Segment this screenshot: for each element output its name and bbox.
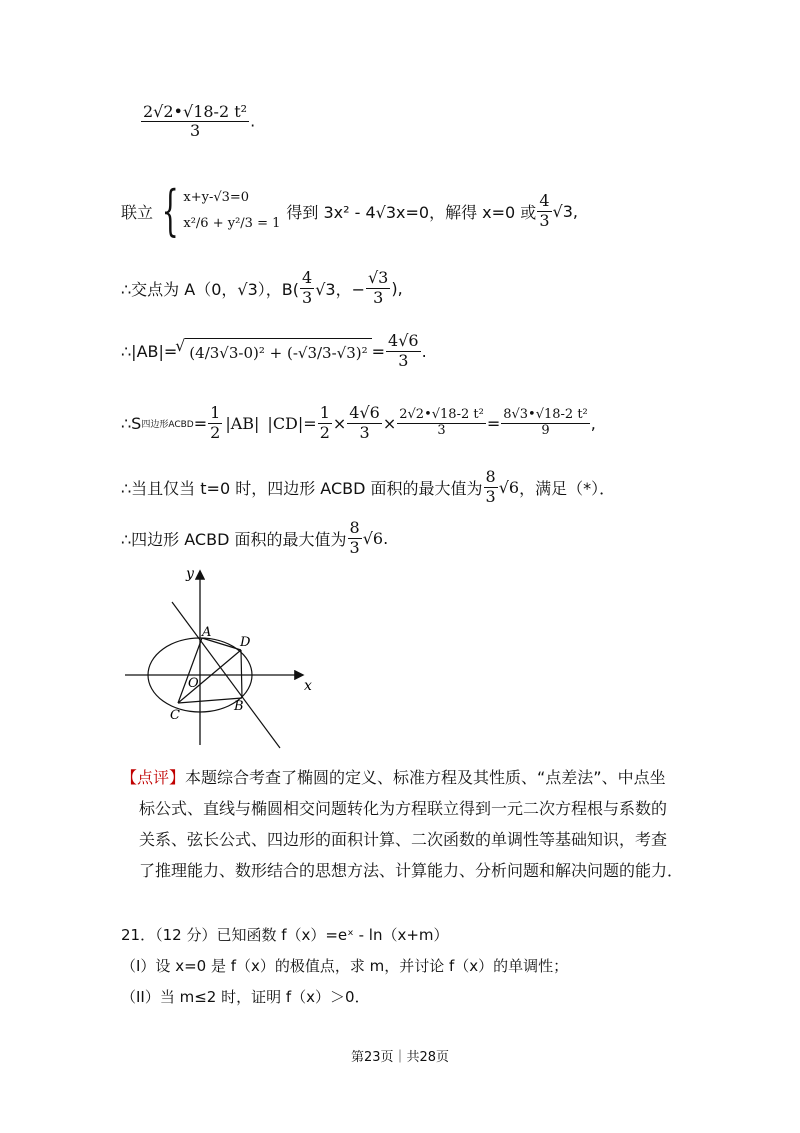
intersection-line [121, 266, 403, 310]
problem-part-2: （II）当 m≤2 时，证明 f（x）＞0． [121, 988, 370, 1006]
review-paragraph [121, 762, 691, 886]
denominator: 3 [539, 210, 550, 230]
page-footer: 第23页｜共28页 [350, 1050, 450, 1065]
fraction-half [318, 404, 332, 442]
denominator: 2 [210, 422, 221, 442]
period: . [250, 111, 256, 131]
ab-start: ∴|AB|= [121, 341, 178, 361]
numerator: √3 [367, 268, 389, 288]
fraction-sqrt3-3 [366, 269, 390, 307]
denominator: 3 [398, 350, 409, 370]
max2-text: ∴四边形 ACBD 面积的最大值为 [121, 529, 347, 549]
fraction-4root6 [347, 404, 382, 442]
max1-text: ∴当且仅当 t=0 时，四边形 ACBD 面积的最大值为 [121, 478, 483, 498]
fraction-4-3 [300, 269, 314, 307]
area-line [121, 398, 596, 448]
fraction-8-3 [348, 519, 362, 557]
label-y: y [186, 566, 194, 582]
denominator: 3 [359, 422, 370, 442]
denominator: 2 [319, 422, 330, 442]
fraction-8-3 [484, 468, 498, 506]
cd-abs: |CD|= [267, 413, 317, 433]
root6: √6 [498, 477, 520, 497]
numerator: 4√6 [388, 331, 419, 351]
label-c: C [170, 708, 180, 723]
area-result [501, 408, 590, 439]
times-sign: × [332, 413, 347, 433]
lianli-label: 联立 [121, 202, 154, 222]
problem-part-1: （I）设 x=0 是 f（x）的极值点，求 m，并讨论 f（x）的单调性； [121, 957, 569, 975]
denominator: 3 [437, 422, 446, 438]
segment-bd [241, 650, 242, 698]
problem-statement: 21．（12 分）已知函数 f（x）=eˣ - ln（x+m） [121, 926, 449, 944]
intersection-mid: √3，− [315, 279, 365, 299]
problem-21 [121, 920, 691, 1013]
ab-equals: = [371, 341, 386, 361]
denominator: 3 [302, 287, 313, 307]
equation-frac-line [140, 103, 255, 141]
solution-text: 得到 3x² - 4√3x=0，解得 x=0 或 [286, 202, 537, 222]
ab-abs: |AB| [225, 413, 260, 433]
numerator: 4√6 [349, 403, 380, 423]
area-start: ∴S [121, 413, 142, 433]
review-line-4: 了推理能力、数形结合的思想方法、计算能力、分析问题和解决问题的能力． [139, 861, 684, 880]
fraction-half [208, 404, 222, 442]
numerator: 2√2•√18-2 t² [143, 102, 248, 121]
ab-length-line: ∴|AB|= √ (4/3√3-0)² + (-√3/3-√3)² = $\frac{4√6}{3}$ . [121, 326, 427, 376]
system-equations [183, 185, 280, 237]
fraction-4-3 [537, 192, 551, 230]
area-equals: = [193, 413, 208, 433]
review-line-3: 关系、弦长公式、四边形的面积计算、二次函数的单调性等基础知识，考查 [139, 830, 668, 849]
intersection-end: ), [391, 278, 403, 298]
ab-sqrt [177, 338, 371, 364]
max1-tail: ，满足（*）． [519, 478, 616, 498]
numerator: 8 [485, 467, 496, 487]
area-subscript: 四边形ACBD [141, 419, 194, 430]
equals-sign: = [486, 413, 501, 433]
review-text-1: 本题综合考查了椭圆的定义、标准方程及其性质、“点差法”、中点坐 [185, 768, 666, 787]
root6: √6 [362, 528, 384, 548]
fraction [141, 103, 249, 141]
equation-system-line [121, 176, 578, 246]
max-line-1 [121, 465, 615, 509]
system-eq1: x+y-√3=0 [183, 190, 250, 205]
review-line-2: 标公式、直线与椭圆相交问题转化为方程联立得到一元二次方程根与系数的 [139, 799, 668, 818]
label-a: A [202, 625, 212, 640]
area-tail: , [590, 413, 596, 433]
label-d: D [240, 635, 251, 650]
review-line-1 [121, 762, 691, 793]
denominator: 3 [485, 486, 496, 506]
ab-radicand: (4/3√3-0)² + (-√3/3-√3)² [185, 338, 371, 364]
ab-result [386, 332, 421, 370]
intersection-text: ∴交点为 A（0，√3），B( [121, 279, 299, 299]
numerator: 2√2•√18-2 t² [399, 406, 484, 422]
numerator: 4 [539, 191, 550, 211]
system-eq2: x²/6 + y²/3 = 1 [183, 216, 281, 231]
segment-cb [178, 698, 242, 703]
max-line-2 [121, 516, 388, 560]
brace-icon: { [161, 179, 179, 242]
numerator: 4 [302, 268, 313, 288]
numerator: 8√3•√18-2 t² [503, 406, 588, 422]
denominator: 3 [349, 537, 360, 557]
denominator: 9 [541, 422, 550, 438]
max2-tail: . [383, 528, 389, 548]
numerator: 8 [349, 518, 360, 538]
times-sign: × [382, 413, 397, 433]
label-b: B [234, 699, 244, 714]
label-x: x [304, 678, 312, 694]
denominator: 3 [189, 121, 201, 141]
review-tag: 【点评】 [121, 768, 186, 787]
solution-tail: √3, [552, 201, 578, 221]
fraction-cd [397, 408, 486, 439]
numerator: 1 [210, 403, 221, 423]
label-o: O [188, 676, 199, 691]
numerator: 1 [319, 403, 330, 423]
denominator: 3 [373, 287, 384, 307]
ellipse-figure [120, 560, 320, 755]
